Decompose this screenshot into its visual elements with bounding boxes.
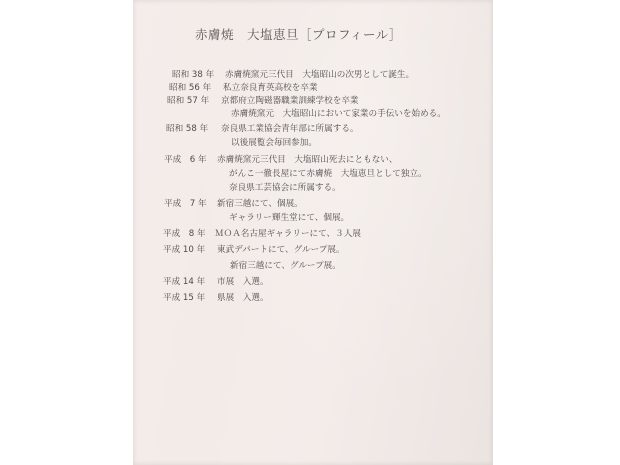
entry-year: 昭和 56 年 bbox=[169, 83, 212, 93]
entry-year: 平成 15 年 bbox=[163, 293, 206, 303]
entry-text: 赤膚焼窯元 大塩昭山において家業の手伝いを始める。 bbox=[231, 109, 446, 119]
entry-text: 市展 入選。 bbox=[217, 277, 269, 287]
entry-year: 平成 6 年 bbox=[164, 155, 207, 165]
entry-text: 新宿三越にて、個展。 bbox=[217, 199, 303, 209]
entry-text: 赤膚焼窯元三代目 大塩昭山の次男として誕生。 bbox=[225, 70, 415, 80]
entry-text: ギャラリー輝生堂にて、個展。 bbox=[229, 213, 350, 223]
entry-text: 奈良県工業協会青年部に所属する。 bbox=[221, 124, 359, 134]
entry-text: 奈良県工芸協会に所属する。 bbox=[229, 183, 341, 193]
entry-year: 昭和 38 年 bbox=[172, 70, 215, 80]
entry-year: 平成 7 年 bbox=[164, 199, 207, 209]
entry-text: 赤膚焼窯元三代目 大塩昭山死去にともない、 bbox=[217, 155, 398, 165]
entry-year: 昭和 57 年 bbox=[167, 96, 210, 106]
entry-text: 県展 入選。 bbox=[217, 293, 269, 303]
entry-year: 平成 14 年 bbox=[163, 277, 206, 287]
document-title: 赤膚焼 大塩恵旦［プロフィール］ bbox=[195, 27, 402, 42]
entry-text: 以後展覧会毎回参加。 bbox=[231, 138, 317, 148]
entry-text: 新宿三越にて、グループ展。 bbox=[230, 261, 341, 271]
entry-text: 京都府立陶磁器職業訓練学校を卒業 bbox=[221, 96, 359, 106]
entry-text: 東武デパートにて、グループ展。 bbox=[217, 245, 345, 255]
profile-document bbox=[133, 0, 493, 465]
entry-year: 昭和 58 年 bbox=[166, 124, 209, 134]
entry-text: ＭＯＡ名古屋ギャラリーにて、３人展 bbox=[215, 229, 361, 239]
entry-year: 平成 8 年 bbox=[163, 229, 206, 239]
entry-text: がんこ一徹長屋にて赤膚焼 大塩恵旦として独立。 bbox=[229, 169, 427, 179]
entry-text: 私立奈良育英高校を卒業 bbox=[223, 83, 318, 93]
entry-year: 平成 10 年 bbox=[163, 245, 206, 255]
